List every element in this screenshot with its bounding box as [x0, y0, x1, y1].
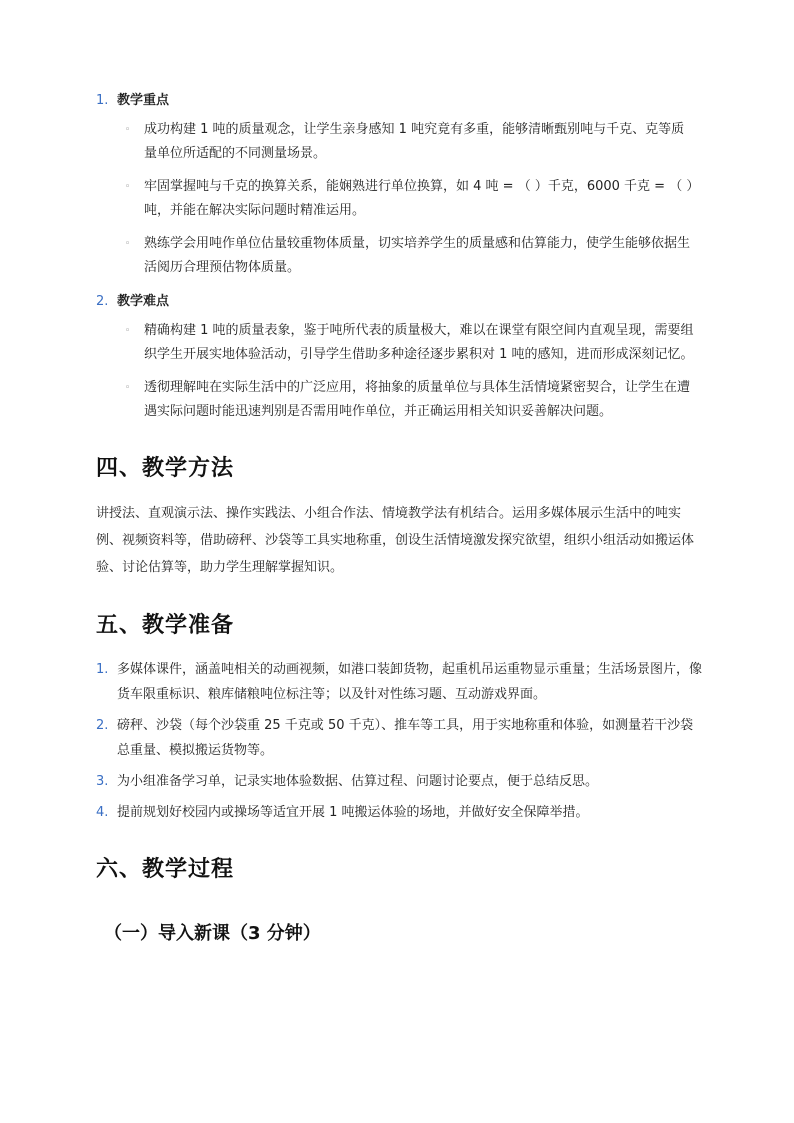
list-item	[96, 769, 702, 794]
list-item	[96, 376, 702, 424]
difficulties-title: 教学难点	[117, 294, 170, 309]
list-item	[96, 713, 702, 763]
list-item-text: 成功构建 1 吨的质量观念，让学生亲身感知 1 吨究竟有多重，能够清晰甄别吨与千克、克等质量单位所适配的不同测量场景。	[144, 122, 685, 161]
methods-paragraph: 讲授法、直观演示法、操作实践法、小组合作法、情境教学法有机结合。运用多媒体展示生活中的吨实例、视频资料等，借助磅秤、沙袋等工具实地称重，创设生活情境激发探究欲望，组织小组活动如搬运体验、讨论估算等，助力学生理解掌握知识。	[96, 506, 695, 575]
bullet-icon: ◦	[125, 239, 131, 249]
key-points-list	[96, 118, 702, 280]
list-item-text: 精确构建 1 吨的质量表象，鉴于吨所代表的质量极大，难以在课堂有限空间内直观呈现，需要组织学生开展实地体验活动，引导学生借助多种途径逐步累积对 1 吨的感知，进而形成深刻记忆。	[144, 323, 694, 362]
document-page	[96, 88, 702, 947]
list-item-text: 透彻理解吨在实际生活中的广泛应用，将抽象的质量单位与具体生活情境紧密契合，让学生在遭遇实际问题时能迅速判别是否需用吨作单位，并正确运用相关知识妥善解决问题。	[144, 380, 691, 419]
bullet-icon: ◦	[125, 383, 131, 393]
subsection-heading-intro: （一）导入新课（3 分钟）	[104, 923, 321, 944]
list-number: 1.	[96, 93, 109, 108]
list-item	[96, 232, 702, 280]
list-number: 4.	[96, 805, 109, 820]
bullet-icon: ◦	[125, 326, 131, 336]
list-item	[96, 319, 702, 367]
section-heading-process: 六、教学过程	[96, 857, 235, 882]
list-item	[96, 118, 702, 166]
list-item	[96, 175, 702, 223]
list-item	[96, 800, 702, 825]
bullet-icon: ◦	[125, 125, 131, 135]
list-number: 2.	[96, 718, 109, 733]
list-number: 3.	[96, 774, 109, 789]
list-item-text: 牢固掌握吨与千克的换算关系，能娴熟进行单位换算，如 4 吨 = （ ）千克，6000 千克 = （ ）吨，并能在解决实际问题时精准运用。	[144, 179, 693, 218]
key-points-title: 教学重点	[117, 93, 170, 108]
list-item-text: 为小组准备学习单，记录实地体验数据、估算过程、问题讨论要点，便于总结反思。	[117, 774, 599, 789]
list-item-text: 提前规划好校园内或操场等适宜开展 1 吨搬运体验的场地，并做好安全保障举措。	[117, 805, 589, 820]
key-points-item	[96, 88, 702, 113]
list-item	[96, 657, 702, 707]
list-item-text: 磅秤、沙袋（每个沙袋重 25 千克或 50 千克）、推车等工具，用于实地称重和体验，如测量若干沙袋总重量、模拟搬运货物等。	[117, 718, 694, 758]
list-number: 1.	[96, 662, 109, 677]
difficulties-list	[96, 319, 702, 424]
list-item-text: 多媒体课件，涵盖吨相关的动画视频，如港口装卸货物，起重机吊运重物显示重量；生活场景图片，像货车限重标识、粮库储粮吨位标注等；以及针对性练习题、互动游戏界面。	[117, 662, 703, 702]
list-item-text: 熟练学会用吨作单位估量较重物体质量，切实培养学生的质量感和估算能力，使学生能够依据生活阅历合理预估物体质量。	[144, 236, 691, 275]
bullet-icon: ◦	[125, 182, 131, 192]
section-heading-methods: 四、教学方法	[96, 456, 235, 481]
list-number: 2.	[96, 294, 109, 309]
difficulties-item	[96, 289, 702, 314]
section-heading-preparation: 五、教学准备	[96, 613, 235, 638]
preparation-list	[96, 657, 702, 825]
